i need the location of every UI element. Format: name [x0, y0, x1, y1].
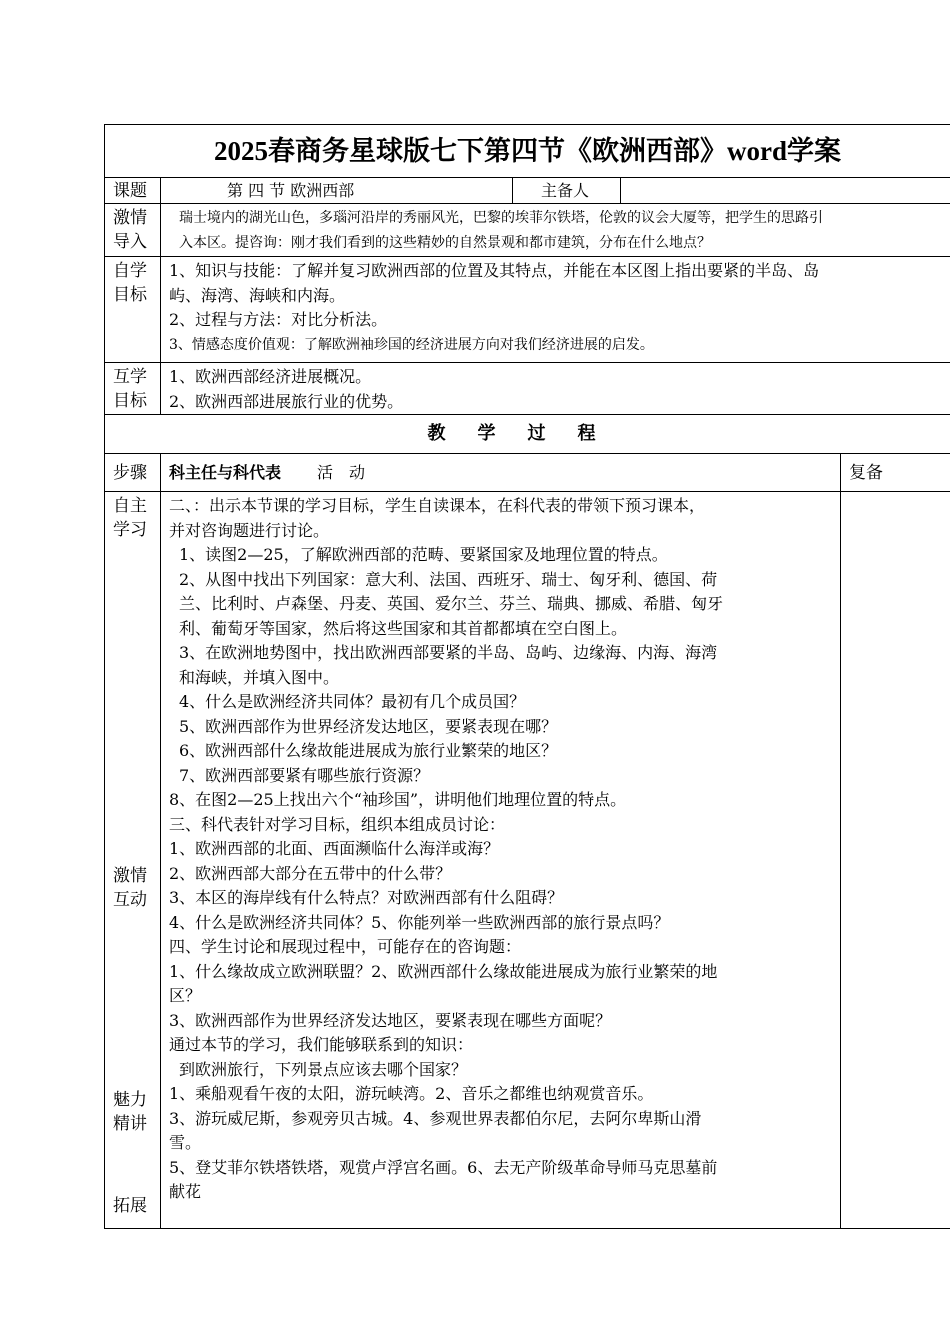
self-goal-content: [161, 257, 950, 363]
self-goal-line: 3、情感态度价值观：了解欧洲袖珍国的经济进展方向对我们经济进展的启发。: [169, 336, 654, 353]
activity-line: 利、葡萄牙等国家，然后将这些国家和其首都都填在空白图上。: [179, 618, 628, 638]
activity-header-bold: 科主任与科代表: [169, 463, 282, 482]
activity-line: 并对咨询题进行讨论。: [169, 520, 330, 540]
step-label-line: 拓展: [113, 1196, 147, 1216]
self-goal-line: 屿、海湾、海峡和内海。: [169, 285, 346, 305]
process-heading: 教学过程: [105, 415, 950, 454]
mutual-goal-label: [105, 363, 161, 415]
mutual-goal-label-line: 目标: [113, 391, 147, 411]
main-activity-content: [161, 492, 841, 1229]
intro-label: [105, 204, 161, 257]
activity-line: 1、乘船观看午夜的太阳，游玩峡湾。2、音乐之都维也纳观赏音乐。: [169, 1084, 654, 1103]
self-goal-label: [105, 257, 161, 363]
activity-line: 三、科代表针对学习目标，组织本组成员讨论：: [169, 814, 506, 834]
topic-label: 课题: [105, 178, 161, 204]
step-label: 步骤: [105, 454, 161, 492]
self-goal-label-line: 自学: [113, 261, 147, 281]
step-label-line: 激情: [113, 866, 147, 886]
step-lecture: [113, 1088, 147, 1136]
activity-line: 献花: [169, 1182, 202, 1201]
activity-line: 1、欧洲西部的北面、西面濒临什么海洋或海？: [169, 839, 500, 858]
mutual-goal-content: [161, 363, 950, 415]
step-label-line: 精讲: [113, 1114, 147, 1134]
activity-line: 兰、比利时、卢森堡、丹麦、英国、爱尔兰、芬兰、瑞典、挪威、希腊、匈牙: [179, 594, 724, 613]
activity-line: 5、欧洲西部作为世界经济发达地区，要紧表现在哪？: [179, 716, 558, 736]
preparer-value: [621, 178, 950, 204]
activity-line: 二、：出示本节课的学习目标，学生自读课本，在科代表的带领下预习课本，: [169, 496, 706, 515]
step-extension: [113, 1194, 147, 1218]
self-goal-line: 1、知识与技能：了解并复习欧洲西部的位置及其特点，并能在本区图上指出要紧的半岛、岛: [169, 261, 820, 280]
activity-line: 2、欧洲西部大部分在五带中的什么带？: [169, 863, 452, 883]
review-column: [841, 492, 950, 1229]
review-label: 复备: [841, 454, 950, 492]
activity-line: 1、什么缘故成立欧洲联盟？2、欧洲西部什么缘故能进展成为旅行业繁荣的地: [169, 961, 718, 981]
intro-line: 入本区。提咨询：刚才我们看到的这些精妙的自然景观和都市建筑，分布在什么地点？: [179, 235, 711, 251]
intro-label-line: 激情: [113, 208, 147, 228]
lesson-table: [104, 124, 950, 1229]
step-label-line: 魅力: [113, 1090, 147, 1110]
worksheet: [104, 124, 950, 1229]
step-label-line: 自主: [113, 496, 147, 516]
activity-line: 1、读图2—25，了解欧洲西部的范畴、要紧国家及地理位置的特点。: [179, 545, 668, 564]
activity-line: 4、什么是欧洲经济共同体？5、你能列举一些欧洲西部的旅行景点吗？: [169, 912, 670, 932]
mutual-goal-line: 1、欧洲西部经济进展概况。: [169, 367, 372, 386]
activity-line: 到欧洲旅行，下列景点应该去哪个国家？: [179, 1059, 468, 1079]
preparer-label: 主备人: [513, 178, 621, 204]
activity-line: 2、从图中找出下列国家：意大利、法国、西班牙、瑞士、匈牙利、德国、荷: [179, 569, 718, 589]
activity-line: 3、欧洲西部作为世界经济发达地区，要紧表现在哪些方面呢？: [169, 1010, 612, 1030]
activity-line: 6、欧洲西部什么缘故能进展成为旅行业繁荣的地区？: [179, 741, 558, 760]
mutual-goal-line: 2、欧洲西部进展旅行业的优势。: [169, 391, 404, 411]
activity-line: 通过本节的学习，我们能够联系到的知识：: [169, 1035, 474, 1054]
activity-line: 和海峡，并填入图中。: [179, 667, 340, 687]
topic-value: 第 四 节 欧洲西部: [161, 178, 513, 204]
activity-line: 7、欧洲西部要紧有哪些旅行资源？: [179, 765, 430, 785]
activity-header-text: 活 动: [317, 463, 366, 482]
intro-line: 瑞士境内的湖光山色，多瑙河沿岸的秀丽风光，巴黎的埃菲尔铁塔，伦敦的议会大厦等，把学生的思路引: [179, 210, 823, 226]
step-interaction: [113, 864, 147, 912]
activity-line: 8、在图2—25上找出六个“袖珍国”，讲明他们地理位置的特点。: [169, 790, 627, 809]
document-title: 2025春商务星球版七下第四节《欧洲西部》word学案: [105, 125, 950, 178]
activity-line: 雪。: [169, 1133, 202, 1152]
activity-header: [161, 454, 841, 492]
self-goal-label-line: 目标: [113, 285, 147, 305]
mutual-goal-label-line: 互学: [113, 367, 147, 387]
intro-label-line: 导入: [113, 232, 147, 252]
step-label-line: 互动: [113, 890, 147, 910]
activity-line: 四、学生讨论和展现过程中，可能存在的咨询题：: [169, 937, 522, 956]
activity-line: 3、游玩威尼斯，参观旁贝古城。4、参观世界表都伯尔尼，去阿尔卑斯山滑: [169, 1108, 702, 1128]
step-self-study: [113, 494, 147, 542]
activity-line: 3、在欧洲地势图中，找出欧洲西部要紧的半岛、岛屿、边缘海、内海、海湾: [179, 643, 718, 662]
activity-line: 区？: [169, 986, 202, 1005]
activity-line: 4、什么是欧洲经济共同体？最初有几个成员国？: [179, 692, 526, 711]
self-goal-line: 2、过程与方法：对比分析法。: [169, 310, 388, 329]
main-step-labels: [105, 492, 161, 1229]
activity-line: 3、本区的海岸线有什么特点？对欧洲西部有什么阻碍？: [169, 888, 564, 907]
intro-content: [161, 204, 950, 257]
step-label-line: 学习: [113, 520, 147, 540]
activity-line: 5、登艾菲尔铁塔铁塔，观赏卢浮宫名画。6、去无产阶级革命导师马克思墓前: [169, 1157, 718, 1177]
